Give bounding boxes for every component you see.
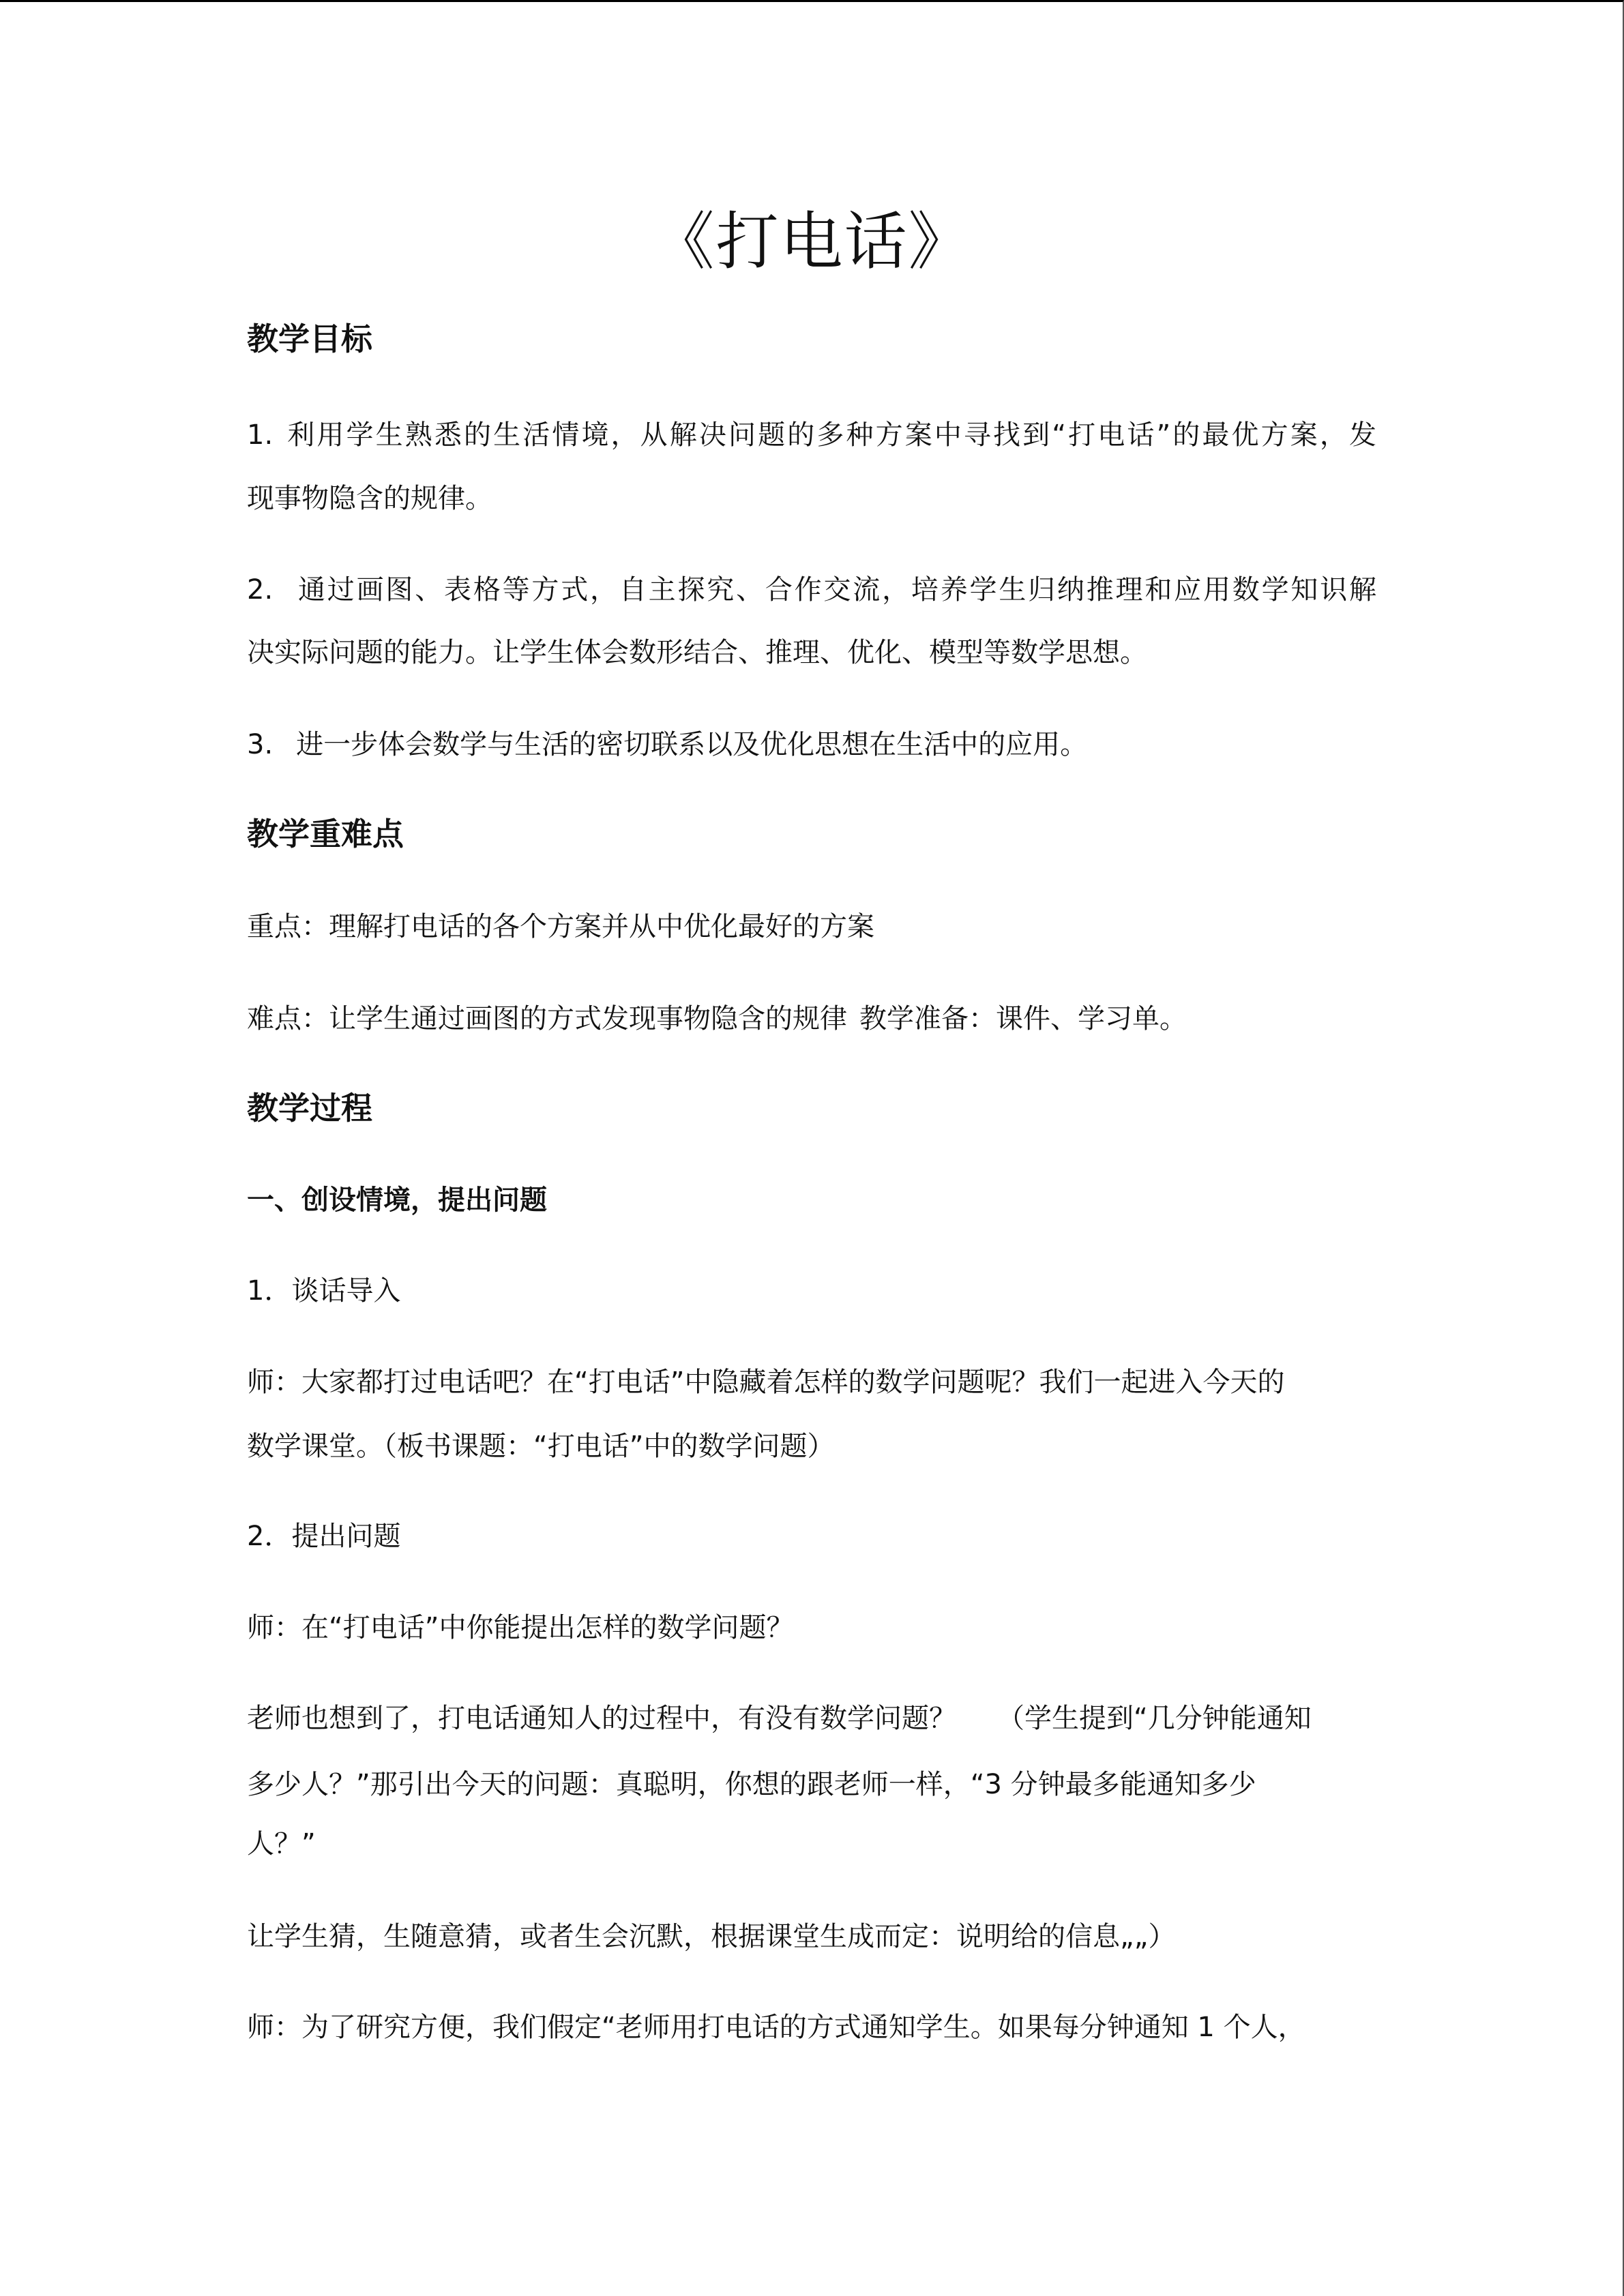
process-step-1: 1．谈话导入 <box>247 1275 401 1307</box>
teaching-preparation: 教学准备：课件、学习单。 <box>859 1003 1187 1034</box>
process-para-3-line-3: 人？” <box>247 1828 316 1860</box>
keypoints-difficulty: 难点：让学生通过画图的方式发现事物隐含的规律 <box>247 1003 847 1034</box>
process-para-3-question: 老师也想到了，打电话通知人的过程中，有没有数学问题？ <box>247 1703 956 1734</box>
document-title: 《打电话》 <box>651 205 973 278</box>
objectives-heading: 教学目标 <box>247 320 372 357</box>
objective-1-number: 1. <box>247 419 274 451</box>
process-para-3-note: （学生提到“几分钟能通知 <box>997 1703 1312 1734</box>
objective-2-text: 通过画图、表格等方式，自主探究、合作交流，培养学生归纳推理和应用数学知识解 <box>296 574 1376 606</box>
objective-3-text: 进一步体会数学与生活的密切联系以及优化思想在生活中的应用。 <box>296 729 1088 760</box>
process-para-3-line-2: 多少人？”那引出今天的问题：真聪明，你想的跟老师一样，“3 分钟最多能通知多少 <box>247 1769 1256 1800</box>
process-step-2: 2．提出问题 <box>247 1521 401 1552</box>
objective-2-line-2: 决实际问题的能力。让学生体会数形结合、推理、优化、模型等数学思想。 <box>247 637 1147 668</box>
process-part-1-heading: 一、创设情境，提出问题 <box>247 1184 547 1216</box>
keypoints-focus: 重点：理解打电话的各个方案并从中优化最好的方案 <box>247 911 874 942</box>
process-para-5: 师：为了研究方便，我们假定“老师用打电话的方式通知学生。如果每分钟通知 1 个人， <box>247 2012 1305 2043</box>
objective-2-number: 2. <box>247 574 274 606</box>
process-heading: 教学过程 <box>247 1090 372 1127</box>
objective-1-text: 利用学生熟悉的生活情境，从解决问题的多种方案中寻找到“打电话”的最优方案，发 <box>285 419 1376 451</box>
process-para-3-line-1 <box>247 1699 1312 1738</box>
keypoints-difficulty-line <box>247 1000 1187 1038</box>
process-para-1-line-1: 师：大家都打过电话吧？在“打电话”中隐藏着怎样的数学问题呢？我们一起进入今天的 <box>247 1367 1285 1398</box>
objective-2-line-1 <box>247 571 1376 609</box>
objective-3-line-1 <box>247 726 1087 764</box>
keypoints-heading: 教学重难点 <box>247 816 404 852</box>
objective-1-line-1 <box>247 416 1376 454</box>
process-para-1-line-2: 数学课堂。（板书课题：“打电话”中的数学问题） <box>247 1431 835 1462</box>
objective-3-number: 3. <box>247 729 274 760</box>
objective-1-line-2: 现事物隐含的规律。 <box>247 483 492 514</box>
process-para-2: 师：在“打电话”中你能提出怎样的数学问题？ <box>247 1612 794 1643</box>
process-para-4: 让学生猜，生随意猜，或者生会沉默，根据课堂生成而定：说明给的信息„„） <box>247 1921 1176 1952</box>
